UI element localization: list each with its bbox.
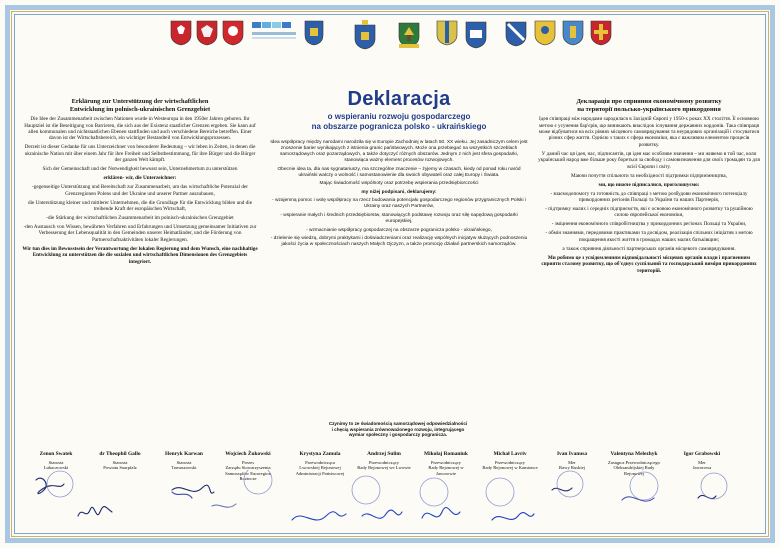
vertical-stripe-crest-icon (436, 20, 458, 46)
polish-declaration (268, 88, 530, 251)
german-paragraph-4: erklären- wir, die Unterzeichner: (103, 175, 177, 182)
horse-crest-icon (222, 20, 244, 46)
signatory-name: Michał Lavriv (493, 451, 527, 457)
signatory-org: Tomaszowski (171, 465, 197, 471)
ukrainian-paragraph-10: Ми робимо це з усвідомленням відповідальності місцевих органів влади і прагненням сприяти сталому розвитку, що об'єднує суспільний та господарський виміри прикордонних територій. (541, 254, 757, 274)
ukrainian-declaration (538, 98, 760, 277)
ukrainian-heading-line2: на території польсько-українського прикордоння (577, 105, 721, 113)
german-paragraph-1: Die Idee der Zusammenarbeit zwischen Nationen wurde in Westeuropa in den 1950er Jahren geboren. Ihr Hauptziel ist die Beseitigung von Barrieren, die sich aus der Existenz staatlicher Grenzen ergeben. Sie kann auf allen kommunalen und nichtstaatlichen Ebenen stattfinden und auch verschiedene Bereiche betreffen. Einer davon ist der Wirtschaftsbereich, ein wichtiger Bestandteil von Entwicklungsprozessen. (24, 116, 256, 142)
polish-paragraph-6: - wspieranie małych i średnich przedsiębiorstw, stanowiących podstawę rozwoju oraz siłę napędową gospodarki europejskiej, (280, 212, 518, 224)
signatory-org: Rawy Ruskiej (559, 465, 585, 471)
saint-crest-icon (562, 20, 584, 46)
signatory-org: Oleksandrijskiej Rady Rejonowej (613, 465, 655, 476)
polish-paragraph-4: my niżej podpisani, deklarujemy: (361, 189, 437, 195)
polish-paragraph-1: Idea współpracy między narodami narodziła się w Europie Zachodniej w latach 50. XX wieku. Jej zasadniczym celem jest znoszenie barier wynikających z istnienia granic państwowych. Może ona przebiegać na wszystkich szczeblach samorządowych oraz pozarządowych, a także dotyczyć różnych obszarów. Jednym z nich jest sfera gospodarki, stanowiąca ważny element procesów rozwojowych. (270, 140, 528, 163)
signatory-org: Rady Rejonowej w Jaworowie (428, 465, 464, 476)
signatory-name: Valentyna Melezhyk (610, 451, 658, 457)
document-title: Deklaracja (347, 88, 451, 110)
polish-closing: Czynimy to ze świadomością samorządowej odpowiedzialności i chęcią wspierania zrównoważonego rozwoju, integrującego wymiar społeczny i gospodarczy pogranicza. (328, 421, 468, 438)
ukrainian-paragraph-4: ми, що нижче підписалися, проголошуємо: (598, 181, 700, 188)
signatory-name: Mikołaj Romaniuk (424, 451, 468, 457)
polish-paragraph-8: - dzielenie się wiedzą, dobrymi praktykami i doświadczeniami oraz realizację wspólnych inicjatyw służących podnoszeniu jakości życia w społecznościach naszych Małych Ojczyzn, a także promocję działań partnerskich samorządów. (270, 236, 528, 248)
signatory-name: dr Theophil Gallo (99, 451, 141, 457)
german-paragraph-9: Wir tun dies im Bewusstsein der Verantwortung der lokalen Regierung und dem Wunsch, eine nachhaltige Entwicklung zu unterstützen die die sozialen und wirtschaftlichen Dimensionen des Grenzgebiets integriert. (22, 245, 258, 265)
signatory-org: Rady Rejonowej we Lwowie (357, 465, 411, 471)
german-paragraph-8: -den Austausch von Wissen, bewährten Verfahren und Erfahrungen und Umsetzung gemeinsamer Initiativen zur Verbesserung der Lebensqualität in den Gemeinden unserer Heimatländer, und die Förderung von Partnerschaftsaktivitäten lokaler Regierungen. (23, 224, 257, 243)
document-subtitle (268, 112, 530, 132)
sun-crest-icon (504, 20, 528, 48)
german-paragraph-7: -die Stärkung der wirtschaftlichen Zusammenarbeit im polnisch-ukrainischen Grenzgebiet (46, 215, 234, 222)
subtitle-line1: o wspieraniu rozwoju gospodarczego (327, 112, 471, 121)
german-paragraph-3: Sich der Gemeinschaft und der Notwendigkeit bewusst sein, Unternehmertum zu unterstützen (42, 166, 238, 173)
german-heading-line2: Entwicklung im polnisch-ukrainischen Grenzgebiet (69, 105, 211, 113)
polish-paragraph-3: Mając świadomość wspólnoty oraz potrzebę wspierania przedsiębiorczości (319, 181, 479, 187)
signatory-role: Przewodniczący (368, 459, 400, 465)
castle-crest-icon (464, 20, 488, 50)
signatory-name: Ivan Ivanusa (556, 451, 588, 457)
signatory-org: Powiatu Saarpfalz (103, 465, 137, 471)
signatory-6 (356, 452, 412, 471)
signatory-name: Krystyna Zamula (299, 451, 341, 457)
ukrainian-paragraph-2: У даний час ця ідея, нас, підписантів, ця ідея має особливе значення – ми живемо в той час, коли український народ вже більше року бореться за свободу і самовизначення для своїх громадян та для всієї Європи і світу. (538, 150, 760, 170)
ukrainian-heading-line1: Декларація про сприяння економічному розвитку (576, 98, 722, 105)
signatory-org: Lwowskiej Rejonowej Administracji Państwowej (295, 465, 345, 476)
signatory-name: Henryk Karwan (165, 451, 203, 457)
german-declaration (22, 98, 258, 268)
signatory-1 (28, 452, 84, 471)
tree-crest-icon (396, 20, 422, 50)
knight-crest-icon (352, 20, 378, 50)
ukrainian-heading (538, 98, 760, 113)
signatory-org: Zarządu Stowarzyszenia Samorządów Euroregion Roztocze (225, 465, 271, 482)
cross-crest-icon (590, 20, 612, 46)
wheat-crest-icon (534, 20, 556, 46)
german-paragraph-5: -gegenseitige Unterstützung und Bereitschaft zur Zusammenarbeit, um das wirtschaftliche Potenzial der Grenzregionen Polens und der Ukraine und unserer Partner auszubauen, (32, 184, 248, 197)
ukrainian-paragraph-1: Ідея співпраці між народами зародилася в Західній Європі у 1950-х роках XX століття. Її основною метою є усунення бар'єрів, що виникають внаслідок існування державних кордонів. Така співпраця може відбуватися на всіх рівнях місцевого самоврядування та неурядових організацій і стосуватися різних сфер життя. Однією з таких є сфера економіки, яка є важливим елементом процесів розвитку. (538, 116, 760, 148)
german-paragraph-2: Derzeit ist dieser Gedanke für uns Unterzeichner von besonderer Bedeutung – wir leben in Zeiten, in denen die ukrainische Nation mit über einem Jahr für ihre Freiheit und Selbstbestimmung, für ihre Bürger und die Bürger der ganzen Welt kämpft. (24, 144, 256, 164)
signatory-org: Rady Rejonowej w Kamionce (482, 465, 538, 471)
german-heading (22, 98, 258, 113)
signatory-name: Igor Grabowski (683, 451, 721, 457)
signatory-role: Prezes (242, 459, 254, 465)
eagle-crest-icon (196, 20, 218, 46)
polish-paragraph-7: - wzmacnianie współpracy gospodarczej na obszarze pogranicza polsko - ukraińskiego, (306, 227, 492, 233)
polish-paragraph-5: - wzajemną pomoc i wolę współpracy na rzecz budowania potencjału gospodarczego regionów przygranicznych Polski i Ukrainy oraz naszych Partnerów, (272, 198, 526, 210)
polish-paragraph-2: Obecnie idea ta, dla nas sygnatariuszy, ma szczególne znaczenie – żyjemy w czasach, kiedy od ponad roku naród ukraiński walczy o wolność i samostanowienie dla swoich obywateli oraz całej Europy i Świata. (277, 166, 521, 178)
signatory-name: Zenon Swatek (39, 451, 73, 457)
subtitle-line2: na obszarze pogranicza polsko - ukraińskiego (311, 122, 487, 131)
signatory-9 (544, 452, 600, 471)
ukrainian-paragraph-9: а також сприяння діяльності партнерських органів місцевого самоврядування. (562, 245, 736, 252)
signatory-role: Starosta (112, 459, 128, 465)
signatory-role: Mer (568, 459, 576, 465)
signatory-name: Wojciech Żukowski (225, 451, 271, 457)
german-paragraph-6: die Unterstützung kleiner und mittlerer Unternehmen, die die Grundlage für die Entwicklung bilden und die treibende Kraft der europäischen Wirtschaft, (27, 199, 252, 213)
ukrainian-paragraph-6: - підтримку малих і середніх підприємств, які є основою економічного розвитку та рушійною силою європейської економіки, (545, 206, 753, 219)
signatory-role: Przewodniczący (494, 459, 526, 465)
signatory-org: Jaworowa (692, 465, 712, 471)
griffin-crest-icon (170, 20, 192, 46)
signatory-role: Mer (698, 459, 706, 465)
signatory-11 (674, 452, 730, 471)
signatory-name: Andrzej Sulim (367, 451, 401, 457)
german-heading-line1: Erklärung zur Unterstützung der wirtschaftlichen (71, 98, 209, 105)
signatory-8 (482, 452, 538, 471)
signatory-role: Przewodnicząca (305, 459, 335, 465)
signatory-role: Zastępca Przewodniczącego (608, 459, 660, 465)
signatory-role: Przewodniczący (430, 459, 462, 465)
ukrainian-paragraph-8: - обмін знаннями, передовими практиками та досвідом, реалізація спільних ініціатив з метою покращення якості життя в громадах наших малих батьківщин; (545, 230, 753, 243)
crest-row (0, 20, 780, 78)
ukrainian-paragraph-5: - взаємодопомогу та готовність до співпраці з метою розбудови економічного потенціалу прикордонних регіонів Польщі та України та наших Партнерів, (550, 190, 748, 204)
signatory-3 (156, 452, 212, 471)
euroregion-roztocze-logo (250, 20, 298, 42)
handwritten-signatures (22, 470, 762, 536)
signatory-2 (92, 452, 148, 471)
signatory-role: Starosta (48, 459, 64, 465)
ukrainian-paragraph-3: Маючи почуття спільноти та необхідності підтримки підприємництва, (570, 172, 728, 179)
lion-crest-icon (304, 20, 324, 46)
signatory-org: Lubaczowski (43, 465, 69, 471)
signatory-role: Starosta (176, 459, 192, 465)
ukrainian-paragraph-7: - зміцнення економічного співробітництва у прикордонних регіонах Польщі та України, (551, 221, 747, 228)
